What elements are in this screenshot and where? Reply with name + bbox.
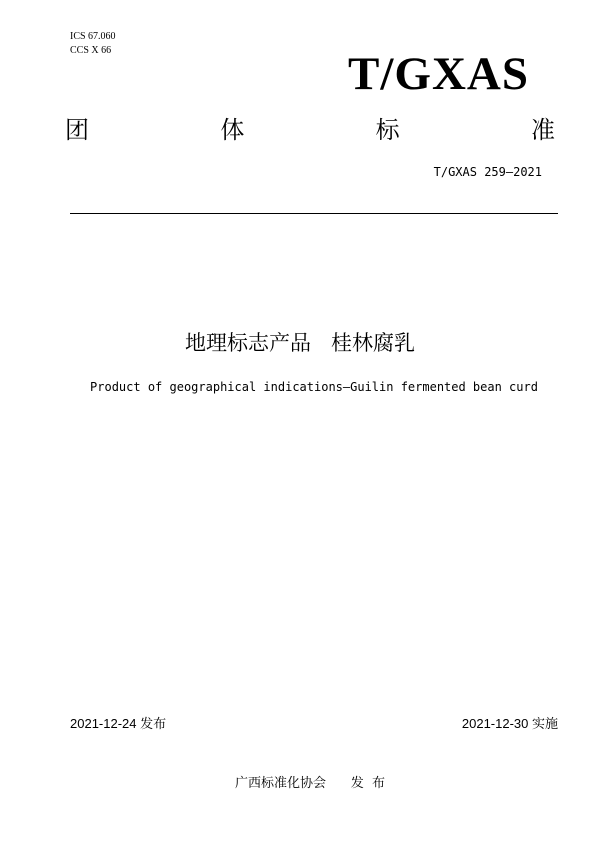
issue-date: 2021-12-24 发布 [70,716,167,731]
standard-type-char: 标 [375,116,400,144]
standard-type-heading [65,114,555,146]
standard-type-char: 准 [530,116,555,144]
ics-code: ICS 67.060 [70,31,116,42]
issuer-line: 广西标准化协会 发 布 [234,776,386,791]
standard-type-char: 团 [65,116,89,144]
ccs-code: CCS X 66 [70,45,112,56]
standard-type-char: 体 [220,116,245,144]
title-chinese: 地理标志产品 桂林腐乳 [184,331,416,355]
standard-number: T/GXAS 259—2021 [433,165,542,179]
standard-logo: T/GXAS [348,48,529,100]
header-divider [70,213,558,214]
title-english: Product of geographical indications—Guilin fermented bean curd [90,380,538,394]
implementation-date: 2021-12-30 实施 [461,716,558,731]
